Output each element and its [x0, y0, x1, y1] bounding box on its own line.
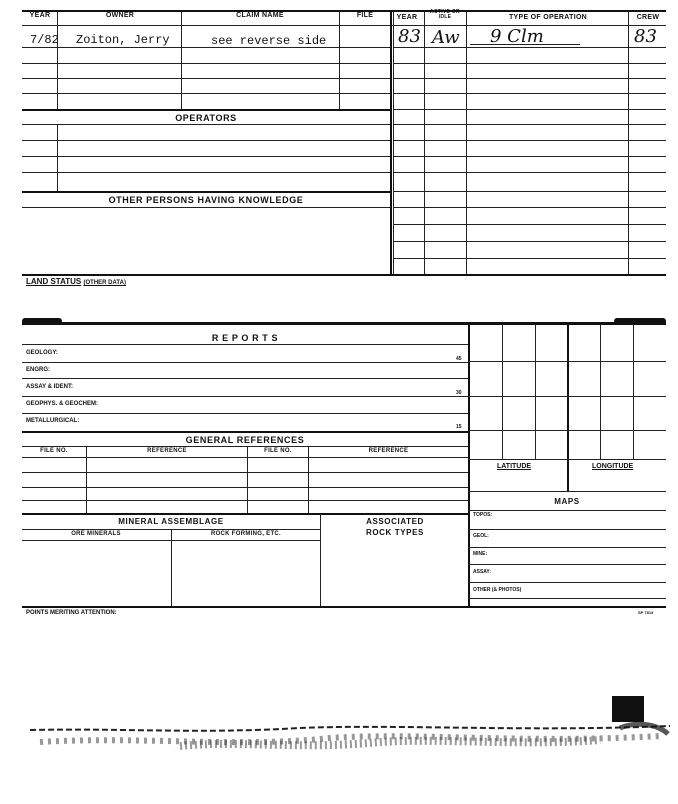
report-row-line [22, 413, 468, 414]
grid-row [468, 396, 666, 397]
grid-row [468, 361, 666, 362]
claims-col-claim-divider [339, 10, 340, 109]
operators-col-divider [57, 124, 58, 191]
activity-row-year: 83 [398, 26, 421, 47]
activity-row-crew: 83 [634, 26, 657, 47]
mineral-assemblage-heading: MINERAL ASSEMBLAGE [118, 517, 224, 526]
grid-center-col [567, 324, 569, 491]
center-divider-inner [393, 10, 394, 274]
general-references-row-line [22, 500, 468, 501]
report-row-line [22, 362, 468, 363]
grid-col [535, 324, 536, 459]
bottom-section-top [22, 322, 666, 325]
maps-row-line [468, 564, 666, 565]
header-activity-year: YEAR [396, 14, 418, 21]
maps-row-mine: MINE: [473, 551, 488, 557]
claims-row-line [22, 78, 390, 79]
maps-heading: MAPS [554, 497, 580, 506]
report-row-geology-number: 45 [456, 356, 462, 362]
general-references-heading: GENERAL REFERENCES [185, 435, 305, 445]
grid-row [468, 430, 666, 431]
header-owner: OWNER [105, 12, 135, 19]
activity-row-line [393, 156, 666, 157]
maps-row-line [468, 547, 666, 548]
associated-rock-divider [320, 513, 321, 606]
report-row-metallurgical-number: 15 [456, 424, 462, 430]
general-references-header-line [22, 446, 468, 447]
report-row-geophys: GEOPHYS. & GEOCHEM: [26, 401, 99, 407]
land-status-subtitle: (OTHER DATA) [83, 280, 126, 286]
bottom-section-top-mark-left [22, 318, 62, 324]
rock-forming-header: ROCK FORMING, ETC. [210, 531, 282, 537]
land-status-label [26, 277, 126, 286]
activity-col-type-divider [628, 10, 629, 274]
header-claim-name: CLAIM NAME [236, 12, 284, 19]
reports-header-line [22, 344, 468, 345]
ref-col-divider [86, 446, 87, 513]
header-year: YEAR [29, 12, 51, 19]
claims-row-line [22, 47, 390, 48]
claim-row-year: 7/82 [30, 33, 59, 47]
report-row-engineering: ENGRG: [26, 367, 50, 373]
ref-header-file-no-1: FILE NO. [40, 448, 68, 454]
maps-row-line [468, 598, 666, 599]
other-persons-top-line [22, 191, 390, 193]
activity-row-line [393, 109, 666, 110]
activity-row-line [393, 140, 666, 141]
maps-row-topos: TOPOS: [473, 512, 493, 518]
activity-row-line [393, 93, 666, 94]
associated-rock-types-line1: ASSOCIATED [366, 517, 424, 526]
grid-col [502, 324, 503, 459]
activity-row-active-idle: Aw [432, 27, 460, 48]
scan-noise-smudge [0, 690, 678, 760]
maps-row-line [468, 529, 666, 530]
ref-col-divider [247, 446, 248, 513]
header-active-or-idle: ACTIVE OR IDLE [430, 9, 460, 20]
report-row-assay-number: 30 [456, 390, 462, 396]
center-divider [390, 10, 392, 274]
associated-rock-types-line2: ROCK TYPES [365, 528, 424, 537]
bottom-section-top-mark-right [614, 318, 666, 324]
claims-row-line [22, 93, 390, 94]
activity-row-line [393, 191, 666, 192]
maps-row-geol: GEOL: [473, 533, 489, 539]
report-row-assay: ASSAY & IDENT: [26, 384, 74, 390]
activity-row-line [393, 224, 666, 225]
ref-header-file-no-2: FILE NO. [264, 448, 292, 454]
claims-col-year-divider [57, 10, 58, 109]
claim-row-underline [470, 44, 580, 45]
mineral-col-divider [171, 529, 172, 606]
report-row-metallurgical: METALLURGICAL: [26, 418, 80, 424]
header-file: FILE [356, 12, 374, 19]
land-status-title: LAND STATUS [26, 277, 82, 286]
activity-row-type: 9 Clm [490, 26, 544, 47]
activity-row-line [393, 78, 666, 79]
general-references-row-line [22, 487, 468, 488]
operators-heading: OPERATORS [175, 113, 237, 123]
mineral-assemblage-top [22, 513, 468, 515]
ref-header-reference-1: REFERENCE [147, 448, 187, 454]
activity-row-line [393, 124, 666, 125]
activity-col-idle-divider [466, 10, 467, 274]
operators-row-line [22, 156, 390, 157]
other-persons-heading: OTHER PERSONS HAVING KNOWLEDGE [108, 195, 304, 205]
longitude-label: LONGITUDE [592, 463, 634, 470]
operators-row-line [22, 140, 390, 141]
general-references-subheader-line [22, 457, 468, 458]
ref-header-reference-2: REFERENCE [368, 448, 409, 454]
activity-row-line [393, 241, 666, 242]
activity-row-line [393, 207, 666, 208]
maps-row-line [468, 582, 666, 583]
latitude-label: LATITUDE [497, 463, 532, 470]
ore-minerals-header: ORE MINERALS [71, 531, 121, 537]
header-type-of-operation: TYPE OF OPERATION [508, 14, 588, 21]
header-divider [22, 25, 666, 26]
grid-col [633, 324, 634, 459]
grid-row [468, 459, 666, 460]
form-bottom-line [22, 606, 666, 608]
operators-row-line [22, 172, 390, 173]
operators-header-line [22, 124, 390, 125]
grid-col [600, 324, 601, 459]
report-row-line [22, 396, 468, 397]
activity-row-line [393, 258, 666, 259]
operators-top-line [22, 109, 390, 111]
form-code: SP 7813 [638, 610, 654, 615]
maps-header-line [468, 510, 666, 511]
report-row-line [22, 378, 468, 379]
top-section-bottom [22, 274, 666, 276]
claims-row-line [22, 63, 390, 64]
activity-row-line [393, 172, 666, 173]
activity-col-year-divider [424, 10, 425, 274]
reports-heading: R E P O R T S [211, 333, 279, 343]
activity-row-line [393, 63, 666, 64]
claim-row-owner: Zoiton, Jerry [76, 33, 170, 47]
ref-col-divider [308, 446, 309, 513]
maps-row-assay: ASSAY: [473, 569, 492, 575]
maps-row-other: OTHER (& PHOTOS) [473, 587, 522, 593]
report-row-geology: GEOLOGY: [26, 350, 58, 356]
general-references-top [22, 431, 468, 433]
claims-col-owner-divider [181, 10, 182, 109]
claim-row-claim-name: see reverse side [211, 34, 327, 48]
lat-long-bottom [468, 491, 666, 492]
general-references-row-line [22, 472, 468, 473]
other-persons-header-line [22, 207, 390, 208]
points-meriting-attention: POINTS MERITING ATTENTION: [26, 610, 117, 616]
header-crew: CREW [636, 14, 660, 21]
